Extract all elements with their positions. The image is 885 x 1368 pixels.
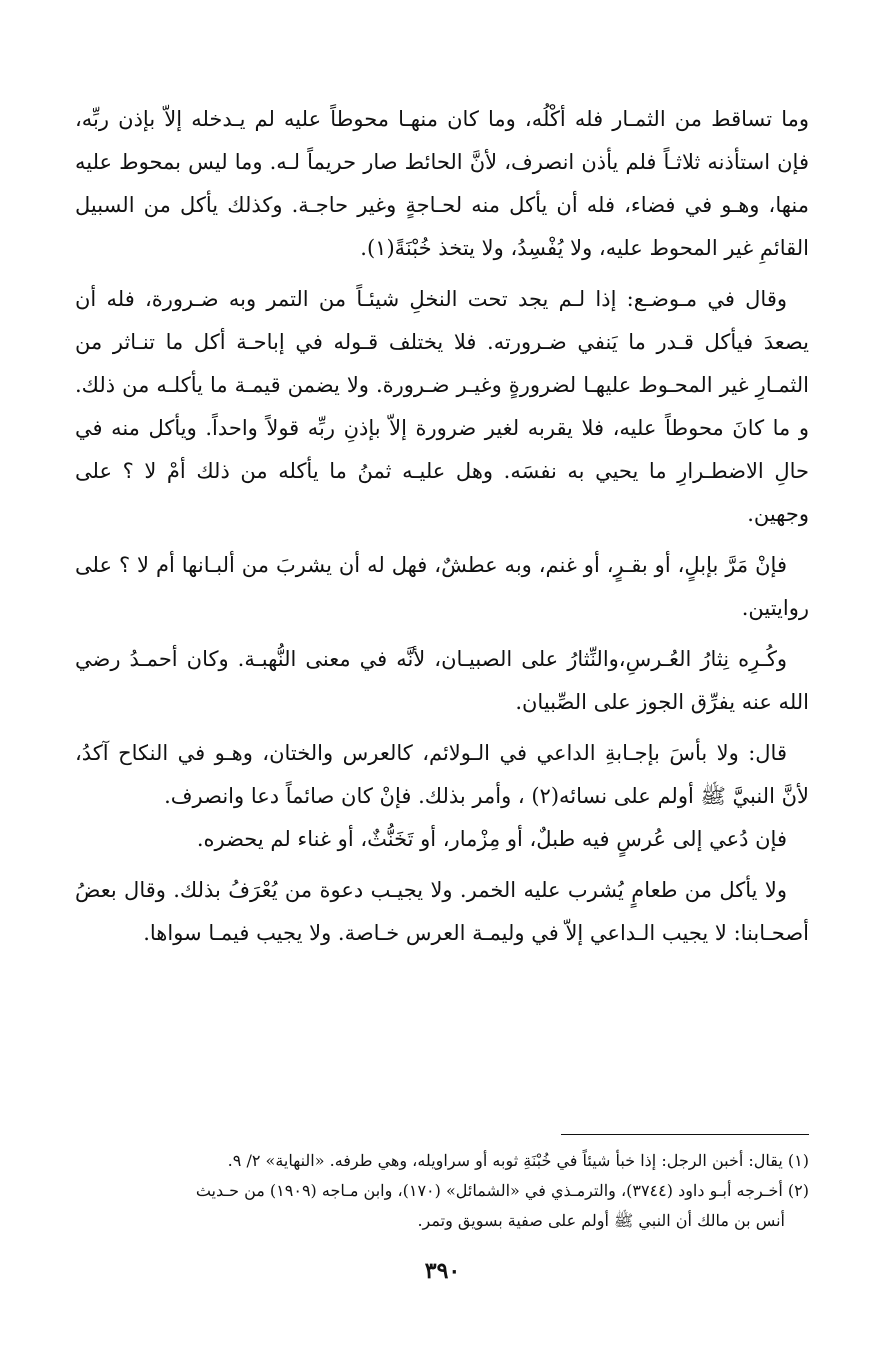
paragraph-4: وكُـرِه نِثارُ العُـرسِ،والنِّثارُ على الصبيـان، لأنَّه في معنى النُّهبـة. وكان أحمـدُ رضي الله عنه يفرِّق الجوز على الصِّبيان. (75, 647, 809, 714)
paragraph-6: فإن دُعي إلى عُرسٍ فيه طبلٌ، أو مِزْمار، أو تَخَنُّثٌ، أو غناء لم يحضره. (196, 827, 787, 851)
paragraph-3: فإنْ مَرَّ بإبلٍ، أو بقـرٍ، أو غنم، وبه عطشٌ، فهل له أن يشربَ من ألبـانها أم لا ؟ على روايتين. (75, 553, 809, 620)
page-number: ٣٩٠ (424, 1258, 461, 1284)
footnote-divider (561, 1134, 809, 1135)
footnotes (75, 1146, 809, 1236)
paragraph-5: قال: ولا بأسَ بإجـابةِ الداعي في الـولائم، كالعرس والختان، وهـو في النكاح آكدُ، لأنَّ النبيَّ ﷺ أولم على نسائه(٢) ، وأمر بذلك. فإنْ كان صائماً دعا وانصرف. (75, 741, 809, 808)
paragraph-2: وقال في مـوضـع: إذا لـم يجد تحت النخلِ شيئـاً من التمر وبه ضـرورة، فله أن يصعدَ فيأكل قـدر ما يَنفي ضـرورته. فلا يختلف قـوله في إباحـة أكل ما تنـاثر من الثمـارِ غير المحـوط عليهـا لضرورةٍ وغيـر ضـرورة. ولا يضمن قيمـة ما يأكلـه من ذلك. و ما كانَ محوطاً عليه، فلا يقربه لغير ضرورة إلاّ بإذنِ ربِّه قولاً واحداً. ويأكل منه في حالِ الاضطـرارِ ما يحيي به نفسَه. وهل عليـه ثمنُ ما يأكله من ذلك أمْ لا ؟ على وجهين. (75, 287, 809, 526)
footnote-1-text: (١) يقال: أخبن الرجل: إذا خبأ شيئاً في خُبْنَةِ ثوبه أو سراويله، وهي طرفه. «النهاية» ٢/ ٩. (227, 1151, 809, 1170)
footnote-2 (75, 1176, 809, 1236)
main-text (75, 98, 809, 963)
paragraph-7: ولا يأكل من طعامٍ يُشرب عليه الخمر. ولا يجيـب دعوة من يُعْرَفُ بذلك. وقال بعضُ أصحـابنا: لا يجيب الـداعي إلاّ في وليمـة العرس خـاصة. ولا يجيب فيمـا سواها. (75, 878, 809, 945)
footnote-1 (75, 1146, 809, 1176)
footnote-2-text: (٢) أخـرجه أبـو داود (٣٧٤٤)، والترمـذي في «الشمائل» (١٧٠)، وابن مـاجه (١٩٠٩) من حـديث (195, 1181, 809, 1200)
paragraph-1: وما تساقط من الثمـار فله أكْلُه، وما كان منهـا محوطاً عليه لم يـدخله إلاّ بإذن ربِّه، فإن استأذنه ثلاثـاً فلم يأذن انصرف، لأنَّ الحائط صار حريماً لـه. وما ليس بمحوط عليه منها، وهـو في فضاء، فله أن يأكل منه لحـاجةٍ وغير حاجـة. وكذلك يأكل من السبيل القائمِ غير المحوط عليه، ولا يُفْسِدُ، ولا يتخذ خُبْنَةً(١). (75, 107, 809, 260)
footnote-2-continuation: أنس بن مالك أن النبي ﷺ أولم على صفية بسويق وتمر. (417, 1211, 785, 1230)
